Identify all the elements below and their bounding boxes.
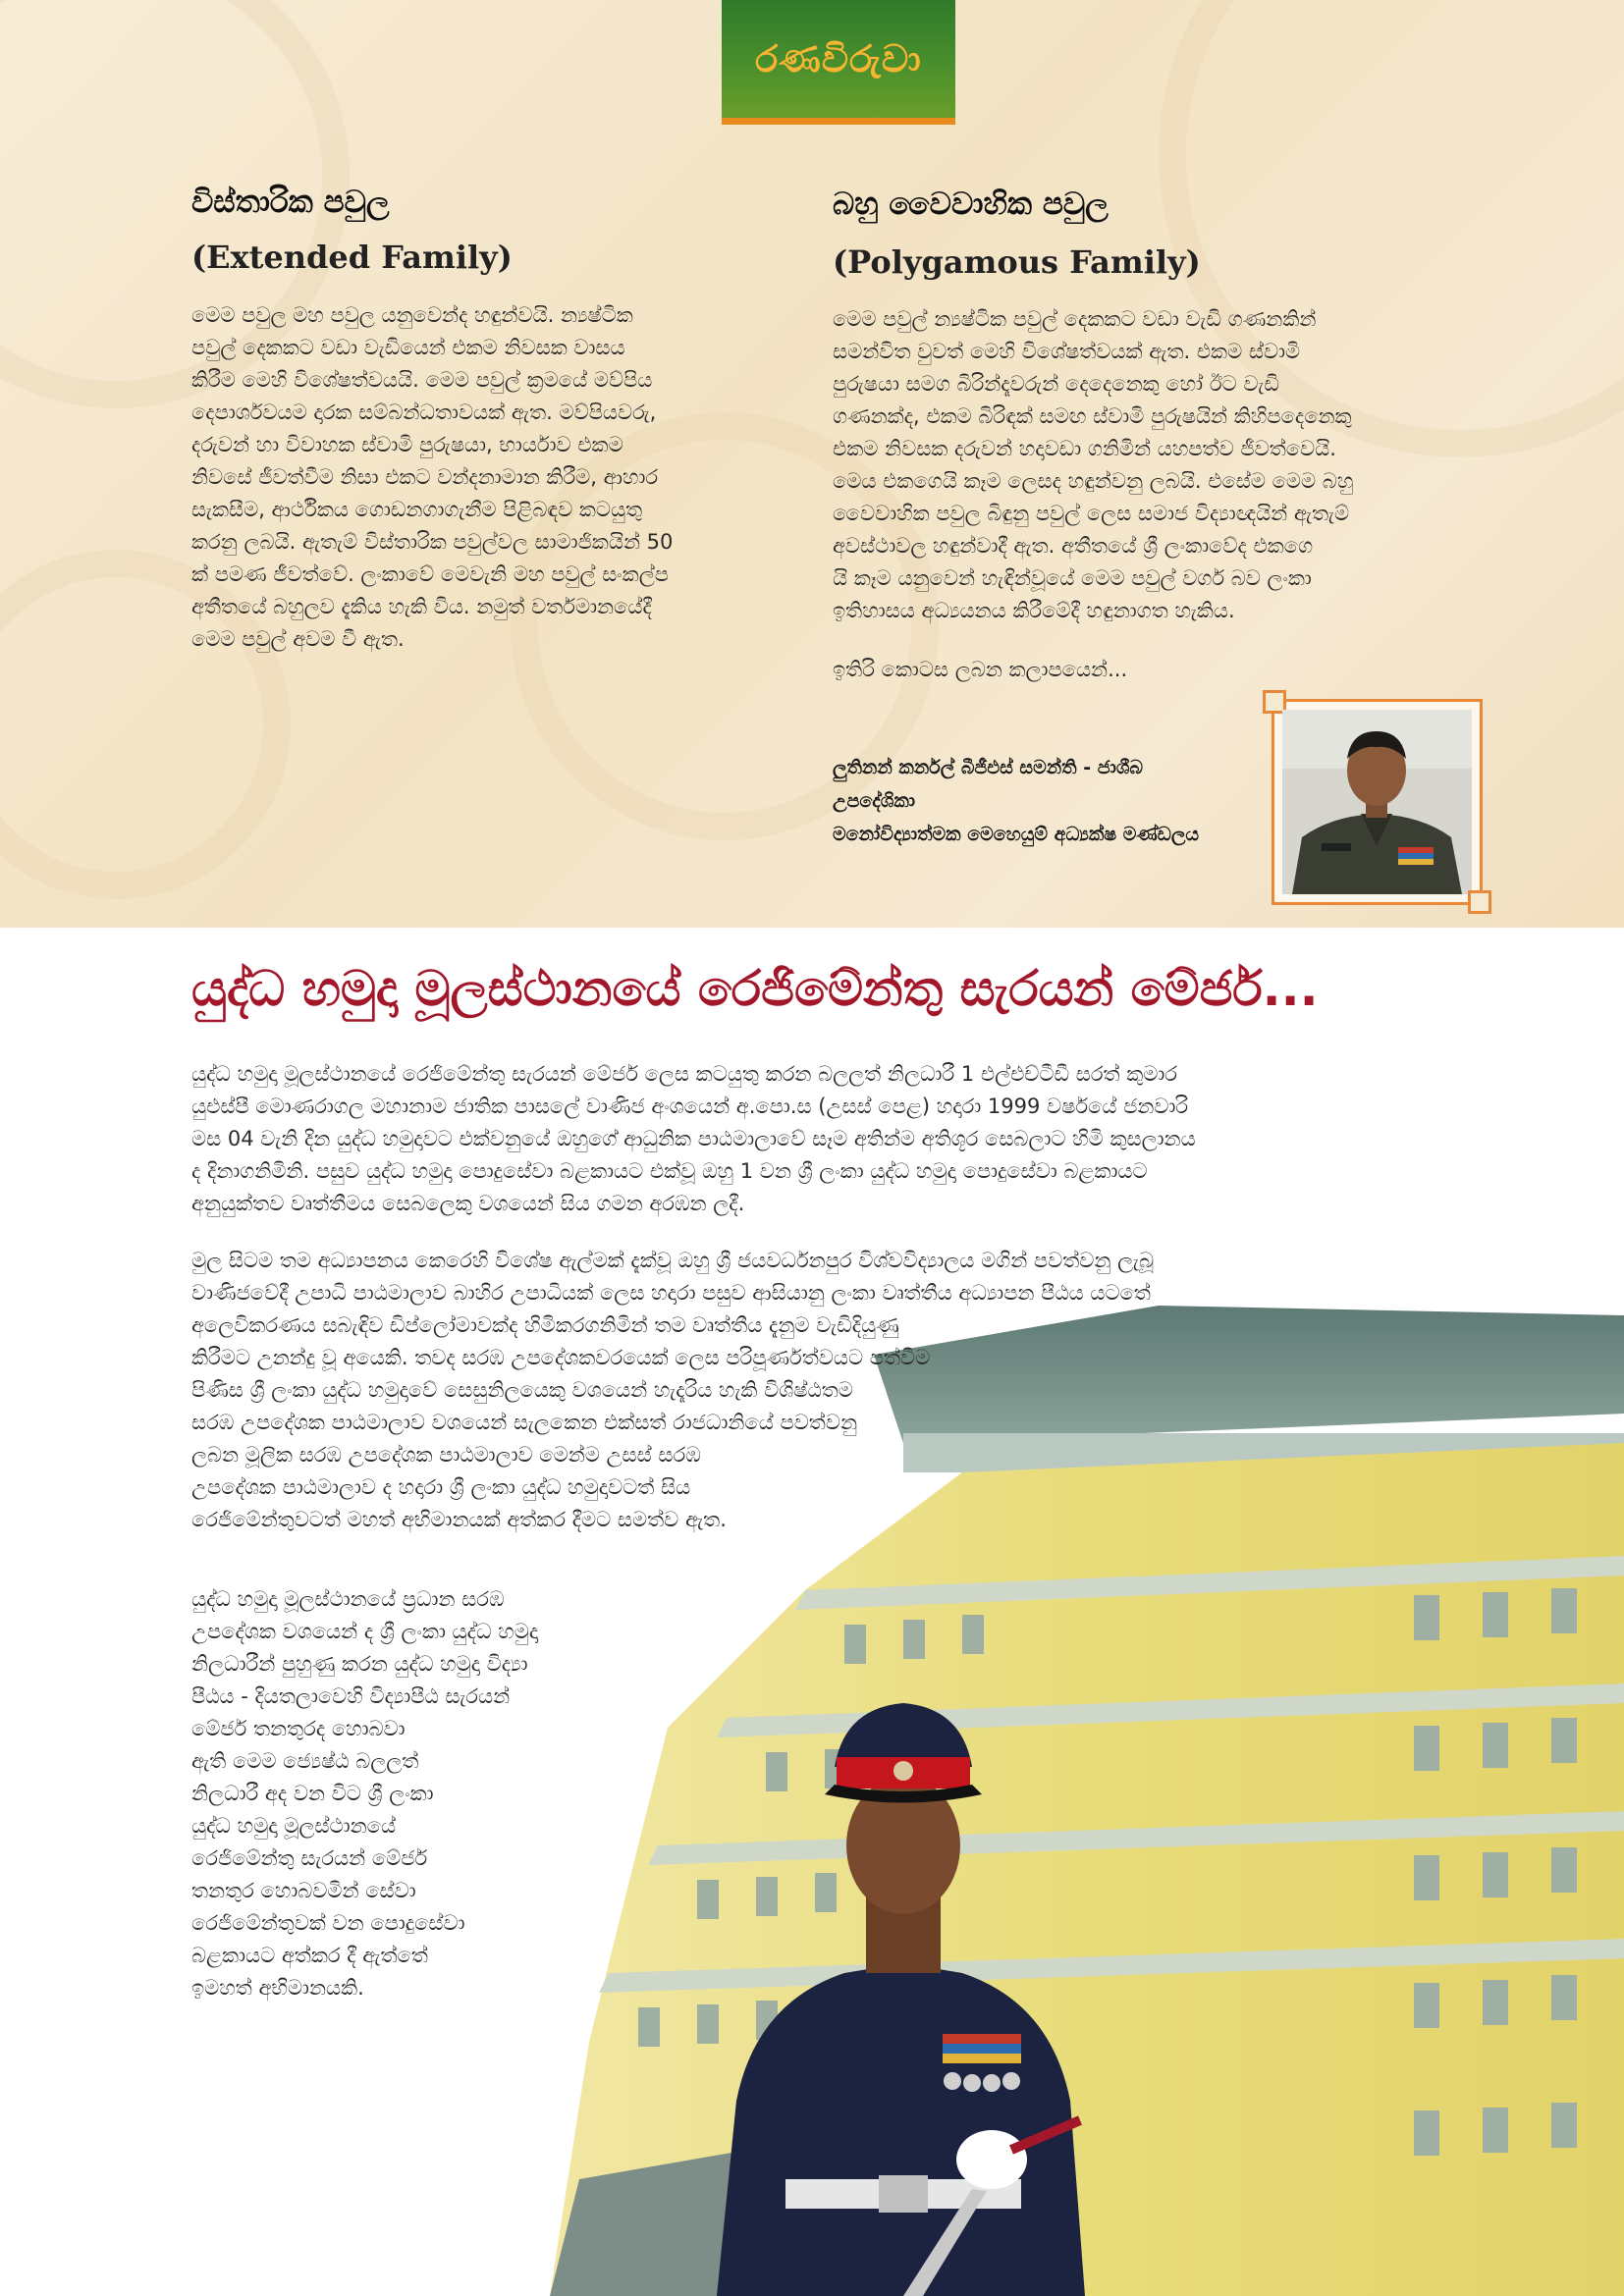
article-paragraph-3-line: රෙජිමේන්තු සැරයන් මේජර් bbox=[191, 1846, 428, 1870]
article-paragraph-3-line: පීඨය - දියතලාවෙහි විද්‍යාපීඨ සැරයන් bbox=[191, 1684, 511, 1708]
extended-family-subheading: (Extended Family) bbox=[191, 239, 513, 276]
extended-family-text bbox=[191, 299, 800, 656]
polygamous-family-line: අවස්ථාවල හඳුන්වාදී ඇත. අතීතයේ ශ්‍රී ලංකාවේද එකගෙ bbox=[833, 534, 1314, 558]
extended-family-line: කිරීම මෙහි විශේෂත්වයයි. මෙම පවුල් ක්‍රමයේ මව්පිය bbox=[191, 368, 653, 392]
polygamous-family-heading: බහු වෛවාහික පවුල bbox=[833, 187, 1109, 222]
officer-portrait-icon bbox=[1282, 710, 1472, 894]
polygamous-family-line: මෙම පවුල් න්‍යෂ්ටික පවුල් දෙකකට වඩා වැඩි ගණනකින් bbox=[833, 307, 1317, 331]
polygamous-family-line: යි කෑම යනුවෙන් හැඳින්වූයේ මෙම පවුල් වර්ග බව ලංකා bbox=[833, 566, 1312, 590]
article-paragraph-3-line: නිලධාරී අද වන විට ශ්‍රී ලංකා bbox=[191, 1782, 434, 1805]
article-paragraph-3-line: ඉමහත් අභිමානයකි. bbox=[191, 1976, 364, 2000]
polygamous-family-line: එකම නිවසක දරුවන් හදාවඩා ගනිමින් යහපත්ව ජීවත්වෙයි. bbox=[833, 437, 1336, 460]
article-paragraph-2-line: රෙජිමේන්තුවටත් මහත් අභිමානයක් අත්කර දීමට සමත්ව ඇත. bbox=[191, 1508, 727, 1531]
masthead-logo bbox=[722, 0, 955, 125]
article-paragraph-3-line: මේජර් තනතුරද හොබවා bbox=[191, 1717, 406, 1740]
article-paragraph-3-line: යුද්ධ හමුදා මූලස්ථානයේ ප්‍රධාන සරඹ bbox=[191, 1587, 505, 1611]
article-paragraph-2-line: සරඹ උපදේශක පාඨමාලාව වශයෙන් සැලකෙන එක්සත් රාජධානියේ පවත්වනු bbox=[191, 1411, 858, 1434]
masthead-title: රණවිරුවා bbox=[755, 36, 922, 80]
author-role: උපදේශිකා bbox=[833, 790, 915, 812]
article-paragraph-3-line: උපදේශක වශයෙන් ද ශ්‍රී ලංකා යුද්ධ හමුදා bbox=[191, 1620, 539, 1643]
article-paragraph-1-line: යුඑස්පී මොණරාගල මහානාම ජාතික පාසලේ වාණිජ අංශයෙන් අ.පො.ස (උසස් පෙළ) හදාරා 1999 වර්ෂයේ ජනවාරි bbox=[191, 1095, 1189, 1118]
polygamous-family-line: පුරුෂයා සමග බිරින්දෑවරුන් දෙදෙනෙකු හෝ ඊට වැඩි bbox=[833, 372, 1279, 396]
extended-family-line: දෙපාර්ශවයම දාරක සම්බන්ධතාවයක් ඇත. මව්පියවරු, bbox=[191, 400, 657, 424]
article-paragraph-3-line: රෙජිමේන්තුවක් වන පොදුසේවා bbox=[191, 1911, 465, 1935]
top-section bbox=[0, 0, 1624, 928]
extended-family-heading: විස්තාරික පවුල bbox=[191, 185, 390, 220]
article-paragraph-3-line: ඇති මෙම ජ්‍යෙෂ්ඨ බලලත් bbox=[191, 1749, 419, 1773]
article-paragraph-1-line: අනුයුක්තව වෘත්තීමය සෙබලෙකු වශයෙන් සිය ගමන අරඹන ලදී. bbox=[191, 1192, 745, 1215]
polygamous-family-line: ගණනක්ද, එකම බිරිඳක් සමඟ ස්වාමි පුරුෂයින් කිහිපදෙනෙකු bbox=[833, 404, 1352, 428]
extended-family-line: සැකසීම, ආර්ථිකය ගොඩනගාගැනීම පිළිබඳව කටයුතු bbox=[191, 498, 643, 521]
article-paragraph-1-line: යුද්ධ හමුදා මූලස්ථානයේ රෙජිමේන්තු සැරයන් මේජර් ලෙස කටයුතු කරන බලලත් නිලධාරී 1 එල්එච්ටීඩී සරත් කුමාර bbox=[191, 1062, 1177, 1086]
article-paragraph-3-line: නිලධාරීන් පුහුණු කරන යුද්ධ හමුදා විද්‍යා bbox=[191, 1652, 528, 1676]
article-paragraph-3-line: යුද්ධ හමුදා මූලස්ථානයේ bbox=[191, 1814, 397, 1838]
author-unit: මනෝවිද්‍යාත්මක මෙහෙයුම් අධ්‍යක්ෂ මණ්ඩලය bbox=[833, 824, 1199, 845]
extended-family-line: මෙම පවුල් අවම වී ඇත. bbox=[191, 627, 405, 651]
continued-note: ඉතිරි කොටස ලබන කලාපයෙන්... bbox=[833, 658, 1128, 681]
extended-family-line: ක් පමණ ජීවත්වේ. ලංකාවේ මෙවැනි මහ පවුල් සංකල්ප bbox=[191, 562, 669, 586]
polygamous-family-line: සමන්විත වුවත් මෙහි විශේෂත්වයක් ඇත. එකම ස්වාමි bbox=[833, 340, 1301, 363]
article-paragraph-2-line: මුල සිටම තම අධ්‍යාපනය කෙරෙහි විශේෂ ඇල්මක් දැක්වූ ඔහු ශ්‍රී ජයවර්ධනපුර විශ්වවිද්‍යාලය මගින් පවත්වනු ලැබූ bbox=[191, 1249, 1155, 1272]
article-paragraph-1-line: ද දිනාගනිමිනි. පසුව යුද්ධ හමුදා පොදුසේවා බළකායට එක්වූ ඔහු 1 වන ශ්‍රී ලංකා යුද්ධ හමුදා පොදුසේවා බළකායට bbox=[191, 1159, 1148, 1183]
article-paragraph-1 bbox=[191, 1058, 1196, 1220]
article-paragraph-2 bbox=[191, 1245, 1154, 1536]
author-byline bbox=[833, 751, 1265, 851]
article-paragraph-3-line: තනතුර හොබවමින් සේවා bbox=[191, 1879, 416, 1902]
author-portrait bbox=[1282, 710, 1472, 894]
article-paragraph-3 bbox=[191, 1583, 538, 2004]
article-paragraph-2-line: පිණිස ශ්‍රී ලංකා යුද්ධ හමුදාවේ සෙසුනිලයෙකු වශයෙන් හැදෑරිය හැකි විශිෂ්ඨතම bbox=[191, 1378, 853, 1402]
polygamous-family-line: වෛවාහික පවුල බිඳුනු පවුල් ලෙස සමාජ විද්‍යාඥයින් ඇතැම් bbox=[833, 502, 1350, 525]
article-paragraph-3-line: බළකායට අත්කර දී ඇත්තේ bbox=[191, 1944, 428, 1967]
article-paragraph-2-line: උපදේශක පාඨමාලාව ද හදාරා ශ්‍රී ලංකා යුද්ධ හමුදාවටත් සිය bbox=[191, 1475, 691, 1499]
extended-family-line: දරුවන් හා විවාහක ස්වාමි පුරුෂයා, භාර්යාව එකම bbox=[191, 433, 623, 456]
polygamous-family-line: මෙය එකගෙයි කෑම ලෙසද හඳුන්වනු ලබයි. එසේම මෙම බහු bbox=[833, 469, 1354, 493]
article-paragraph-2-line: අලෙවිකරණය සබැඳිව ඩිප්ලෝමාවක්ද හිමිකරගනිමින් තම වෘත්තීය දැනුම වැඩිදියුණු bbox=[191, 1313, 899, 1337]
author-rank-name: ලුතිනන් කර්නල් බීජීඑස් සමන්ති - ජාශීබ bbox=[833, 757, 1144, 778]
extended-family-line: අතීතයේ බහුලව දැකිය හැකි විය. නමුත් වර්තමානයේදී bbox=[191, 595, 652, 618]
article-paragraph-2-line: ලබන මූලික සරඹ උපදේශක පාඨමාලාව මෙන්ම උසස් සරඹ bbox=[191, 1443, 701, 1467]
extended-family-line: නිවසේ ජීවත්වීම නිසා එකට වන්දනාමාන කිරීම, ආහාර bbox=[191, 465, 659, 489]
article-paragraph-2-line: කිරීමට උනන්දු වූ අයෙකි. තවද සරඹ උපදේශකවරයෙක් ලෙස පරිපූර්ණත්වයට පත්වීම bbox=[191, 1346, 931, 1369]
article-headline: යුද්ධ හමුදා මූලස්ථානයේ රෙජිමේන්තු සැරයන් මේජර්... bbox=[191, 960, 1319, 1017]
polygamous-family-line: ඉතිහාසය අධ්‍යයනය කිරීමේදී හඳුනාගත හැකිය. bbox=[833, 599, 1235, 622]
author-portrait-frame bbox=[1272, 699, 1483, 905]
polygamous-family-text bbox=[833, 303, 1481, 627]
article-paragraph-1-line: මස 04 වැනි දින යුද්ධ හමුදාවට එක්වනුයේ ඔහුගේ ආධුනික පාඨමාලාවේ සෑම අතින්ම අතිශූර සෙබලාට හිමි කුසලානය bbox=[191, 1127, 1196, 1150]
article-paragraph-2-line: වාණිජවේදී උපාධි පාඨමාලාව බාහිර උපාධියක් ලෙස හදාරා පසුව ආසියානු ලංකා වෘත්තීය අධ්‍යාපන පීඨය යටතේ bbox=[191, 1281, 1151, 1305]
extended-family-line: කරනු ලබයි. ඇතැම් විස්තාරික පවුල්වල සාමාජිකයින් 50 bbox=[191, 530, 674, 554]
extended-family-line: පවුල් දෙකකට වඩා වැඩියෙන් එකම නිවසක වාසය bbox=[191, 336, 625, 359]
extended-family-line: මෙම පවුල මහ පවුල යනුවෙන්ද හඳුන්වයි. න්‍යෂ්ටික bbox=[191, 303, 633, 327]
polygamous-family-subheading: (Polygamous Family) bbox=[833, 243, 1201, 281]
